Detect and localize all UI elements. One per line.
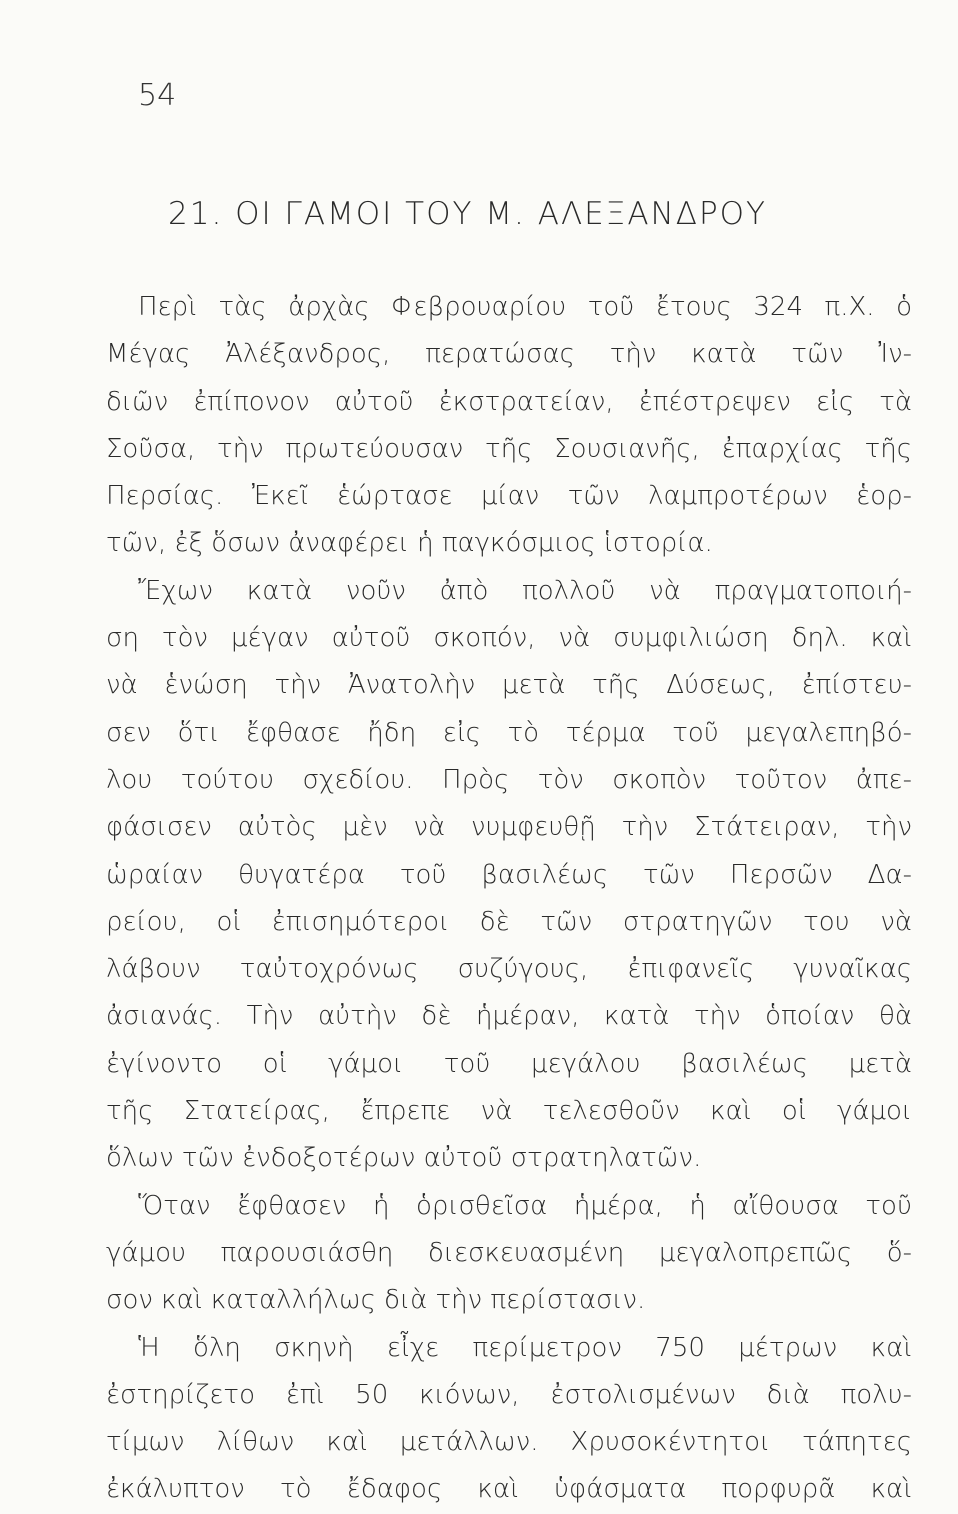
text-line: τῆς Στατείρας, ἔπρεπε νὰ τελεσθοῦν καὶ οἱ γάμοι bbox=[106, 1096, 912, 1127]
text-line: Περὶ τὰς ἀρχὰς Φεβρουαρίου τοῦ ἔτους 324 π.Χ. ὁ bbox=[138, 292, 912, 322]
text-line: ἐστηρίζετο ἐπὶ 50 κιόνων, ἐστολισμένων διὰ πολυ- bbox=[106, 1379, 912, 1410]
text-line: ἀσιανάς. Τὴν αὐτὴν δὲ ἡμέραν, κατὰ τὴν ὁποίαν θὰ bbox=[106, 1001, 912, 1032]
text-line: σον καὶ καταλλήλως διὰ τὴν περίστασιν. bbox=[106, 1285, 646, 1316]
text-line: Ὅταν ἔφθασεν ἡ ὁρισθεῖσα ἡμέρα, ἡ αἴθουσα τοῦ bbox=[138, 1190, 912, 1221]
text-line: ὡραίαν θυγατέρα τοῦ βασιλέως τῶν Περσῶν Δα- bbox=[106, 859, 912, 890]
text-line: ση τὸν μέγαν αὐτοῦ σκοπόν, νὰ συμφιλιώση δηλ. καὶ bbox=[106, 623, 912, 654]
text-line: τῶν, ἐξ ὅσων ἀναφέρει ἡ παγκόσμιος ἱστορία. bbox=[106, 528, 713, 559]
chapter-title: 21. ΟΙ ΓΑΜΟΙ ΤΟΥ Μ. ΑΛΕΞΑΝΔΡΟΥ bbox=[168, 196, 767, 232]
text-line: Ἔχων κατὰ νοῦν ἀπὸ πολλοῦ νὰ πραγματοποιή- bbox=[138, 575, 912, 606]
page-number: 54 bbox=[138, 78, 177, 113]
text-line: τίμων λίθων καὶ μετάλλων. Χρυσοκέντητοι τάπητες bbox=[106, 1427, 912, 1458]
text-line: διῶν ἐπίπονον αὐτοῦ ἐκστρατείαν, ἐπέστρεψεν εἰς τὰ bbox=[106, 386, 912, 417]
text-line: φάσισεν αὐτὸς μὲν νὰ νυμφευθῇ τὴν Στάτειραν, τὴν bbox=[106, 812, 912, 843]
body-text bbox=[106, 284, 912, 1514]
text-line: νὰ ἑνώση τὴν Ἀνατολὴν μετὰ τῆς Δύσεως, ἐπίστευ- bbox=[106, 670, 912, 701]
text-line: ὅλων τῶν ἐνδοξοτέρων αὐτοῦ στρατηλατῶν. bbox=[106, 1143, 702, 1174]
text-line: λου τούτου σχεδίου. Πρὸς τὸν σκοπὸν τοῦτον ἀπε- bbox=[106, 764, 912, 795]
text-line: Ἡ ὅλη σκηνὴ εἶχε περίμετρον 750 μέτρων καὶ bbox=[138, 1332, 912, 1363]
text-line: ρείου, οἱ ἐπισημότεροι δὲ τῶν στρατηγῶν του νὰ bbox=[106, 906, 912, 937]
text-line: ἐκάλυπτον τὸ ἔδαφος καὶ ὑφάσματα πορφυρᾶ καὶ bbox=[106, 1474, 912, 1505]
text-line: Σοῦσα, τὴν πρωτεύουσαν τῆς Σουσιανῆς, ἐπαρχίας τῆς bbox=[106, 433, 912, 464]
text-line: σεν ὅτι ἔφθασε ἤδη εἰς τὸ τέρμα τοῦ μεγαλεπηβό- bbox=[106, 717, 912, 748]
text-line: ἐγίνοντο οἱ γάμοι τοῦ μεγάλου βασιλέως μετὰ bbox=[106, 1048, 912, 1079]
text-line: λάβουν ταὐτοχρόνως συζύγους, ἐπιφανεῖς γυναῖκας bbox=[106, 954, 912, 985]
text-line: Περσίας. Ἐκεῖ ἑώρτασε μίαν τῶν λαμπροτέρων ἑορ- bbox=[106, 481, 912, 512]
text-line: Μέγας Ἀλέξανδρος, περατώσας τὴν κατὰ τῶν Ἰν- bbox=[106, 339, 912, 370]
text-line: γάμου παρουσιάσθη διεσκευασμένη μεγαλοπρεπῶς ὅ- bbox=[106, 1237, 912, 1268]
